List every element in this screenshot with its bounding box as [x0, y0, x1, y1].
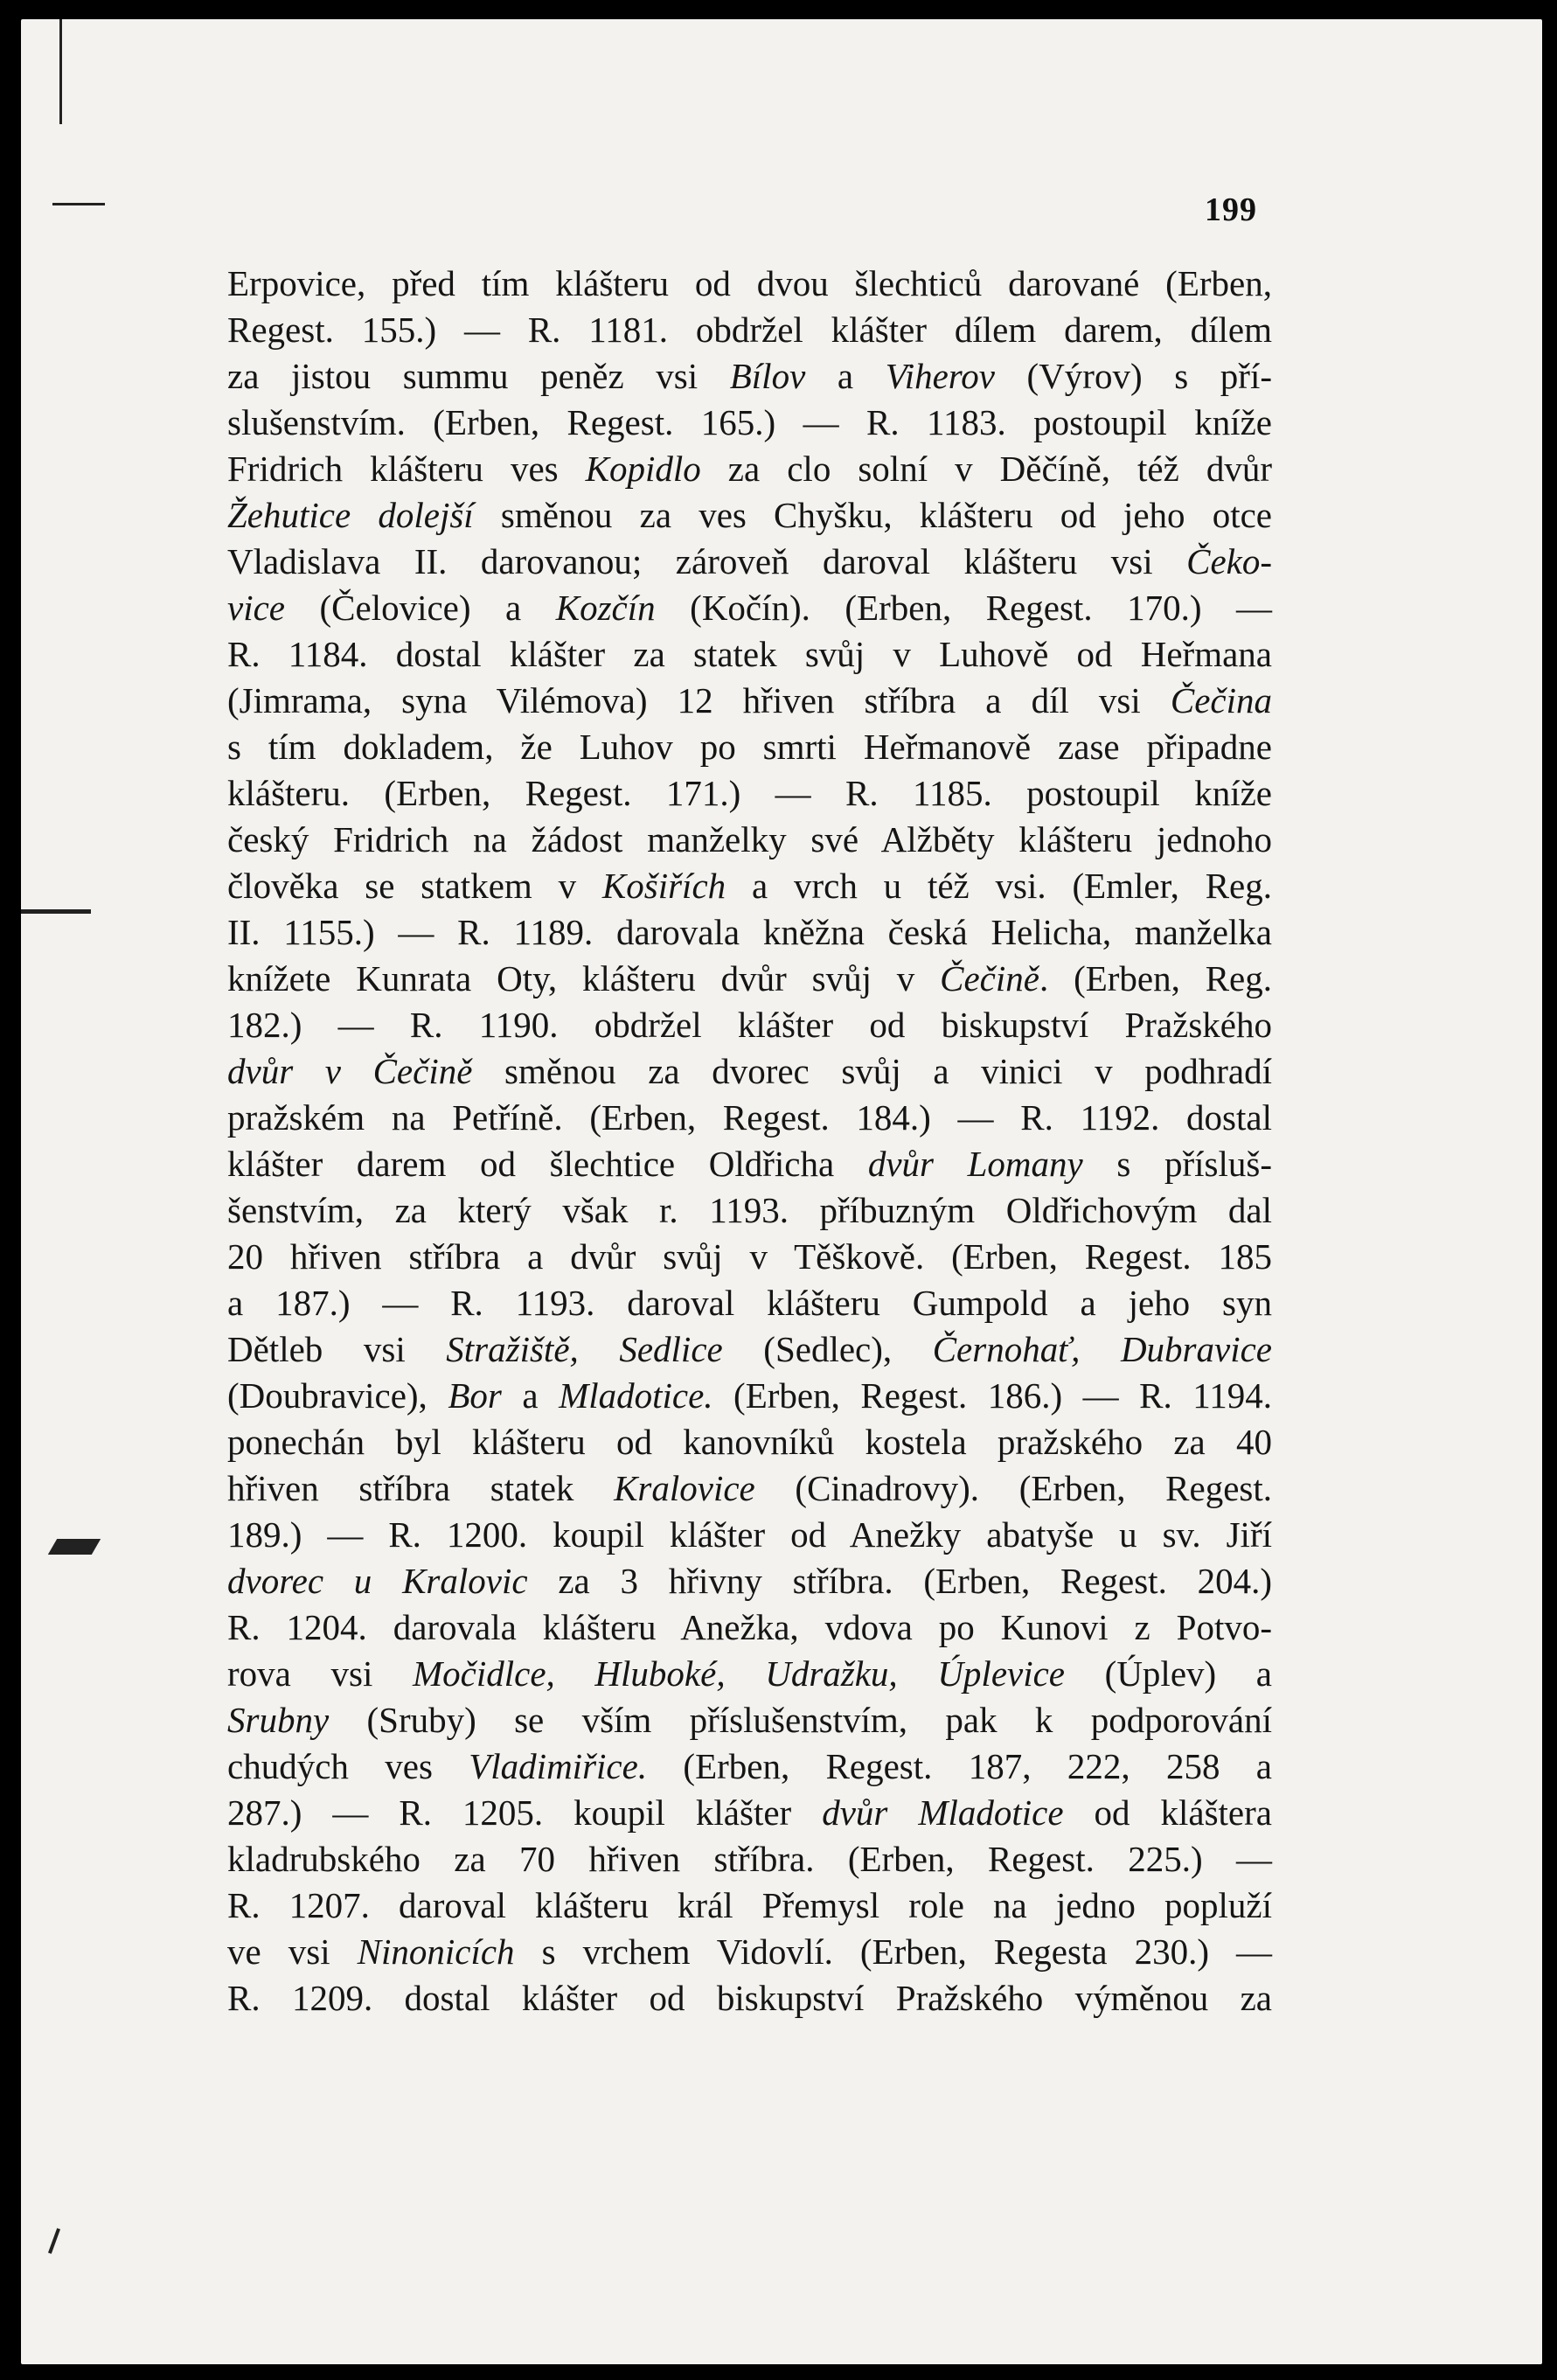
italic-place-name: Ninonicích	[357, 1931, 515, 1972]
text-line	[227, 1326, 1272, 1373]
text-line	[227, 446, 1272, 492]
text-line	[227, 1512, 1272, 1558]
text-line	[227, 724, 1272, 770]
text-line	[227, 400, 1272, 446]
text-line	[227, 1975, 1272, 2022]
text-segment: a	[805, 356, 886, 396]
text-line	[227, 1790, 1272, 1836]
text-line	[227, 1095, 1272, 1141]
text-segment: slušenstvím. (Erben, Regest. 165.) — R. 1183. postoupil kníže	[227, 402, 1272, 442]
text-line	[227, 353, 1272, 400]
text-line	[227, 909, 1272, 956]
italic-place-name: Čeko-	[1186, 541, 1272, 581]
italic-place-name: Žehutice dolejší	[227, 495, 474, 535]
text-segment: (Výrov) s pří-	[994, 356, 1272, 396]
text-line	[227, 1558, 1272, 1604]
text-segment: Vladislava II. darovanou; zároveň daroval klášteru vsi	[227, 541, 1187, 581]
text-segment: klášteru. (Erben, Regest. 171.) — R. 1185. postoupil kníže	[227, 773, 1272, 813]
text-segment: (Sruby) se vším příslušenstvím, pak k podporování	[329, 1700, 1272, 1740]
text-segment: rova vsi	[227, 1653, 413, 1694]
italic-place-name: Bílov	[729, 356, 806, 396]
text-segment: za jistou summu peněz vsi	[227, 356, 730, 396]
text-segment: směnou za dvorec svůj a vinici v podhradí	[472, 1051, 1272, 1091]
text-line	[227, 1882, 1272, 1929]
text-line	[227, 1048, 1272, 1095]
italic-place-name: dvůr Lomany	[867, 1144, 1083, 1184]
text-line	[227, 631, 1272, 678]
text-segment: hřiven stříbra statek	[227, 1468, 615, 1508]
text-line	[227, 956, 1272, 1002]
italic-place-name: vice	[227, 588, 285, 628]
text-segment: Dětleb vsi	[227, 1329, 447, 1369]
scan-mark-dash	[52, 203, 105, 205]
text-segment: s přísluš-	[1082, 1144, 1272, 1184]
italic-place-name: Vladimiřice.	[469, 1746, 648, 1786]
text-segment: R. 1207. daroval klášteru král Přemysl role na jedno popluží	[227, 1885, 1272, 1925]
text-segment: a vrch u též vsi. (Emler, Reg.	[726, 866, 1272, 906]
text-line	[227, 492, 1272, 539]
italic-place-name: Močidlce, Hluboké, Udražku, Úplevice	[413, 1653, 1066, 1694]
text-segment: R. 1184. dostal klášter za statek svůj v Luhově od Heřmana	[227, 634, 1272, 674]
text-segment: Fridrich klášteru ves	[227, 449, 586, 489]
text-segment: Regest. 155.) — R. 1181. obdržel klášter dílem darem, dílem	[227, 310, 1272, 350]
text-segment: od kláštera	[1063, 1792, 1272, 1833]
italic-place-name: Kopidlo	[585, 449, 701, 489]
scan-mark-tick	[21, 909, 91, 914]
scan-mark-top	[59, 19, 62, 124]
italic-place-name: Stražiště, Sedlice	[446, 1329, 723, 1369]
text-segment: (Erben, Regest. 187, 222, 258 a	[647, 1746, 1272, 1786]
text-segment: člověka se statkem v	[227, 866, 602, 906]
text-line	[227, 307, 1272, 353]
text-line	[227, 1234, 1272, 1280]
text-segment: český Fridrich na žádost manželky své Alžběty klášteru jednoho	[227, 819, 1272, 859]
text-line	[227, 585, 1272, 631]
text-line	[227, 1651, 1272, 1697]
text-segment: a	[501, 1375, 560, 1416]
italic-place-name: dvorec u Kralovic	[227, 1561, 528, 1601]
text-segment: (Cinadrovy). (Erben, Regest.	[754, 1468, 1272, 1508]
text-segment: Erpovice, před tím klášteru od dvou šlechticů darované (Erben,	[227, 263, 1272, 303]
text-line	[227, 539, 1272, 585]
text-line	[227, 1419, 1272, 1465]
text-segment: za clo solní v Děčíně, též dvůr	[700, 449, 1272, 489]
text-segment: 287.) — R. 1205. koupil klášter	[227, 1792, 823, 1833]
text-segment: . (Erben, Reg.	[1039, 958, 1272, 999]
text-line	[227, 1280, 1272, 1326]
text-line	[227, 1743, 1272, 1790]
italic-place-name: Kralovice	[614, 1468, 755, 1508]
text-segment: s tím dokladem, že Luhov po smrti Heřmanově zase připadne	[227, 727, 1272, 767]
text-line	[227, 817, 1272, 863]
text-segment: klášter darem od šlechtice Oldřicha	[227, 1144, 868, 1184]
text-segment: 20 hřiven stříbra a dvůr svůj v Těškově. (Erben, Regest. 185	[227, 1236, 1272, 1277]
text-segment: šenstvím, za který však r. 1193. příbuzným Oldřichovým dal	[227, 1190, 1272, 1230]
text-segment: chudých ves	[227, 1746, 469, 1786]
text-line	[227, 678, 1272, 724]
text-segment: (Čelovice) a	[284, 588, 556, 628]
text-line	[227, 1187, 1272, 1234]
text-segment: (Úplev) a	[1065, 1653, 1273, 1694]
text-line	[227, 1373, 1272, 1419]
italic-place-name: Čečině	[940, 958, 1039, 999]
text-segment: s vrchem Vidovlí. (Erben, Regesta 230.) —	[514, 1931, 1273, 1972]
text-line	[227, 1604, 1272, 1651]
text-line	[227, 261, 1272, 307]
text-segment: 189.) — R. 1200. koupil klášter od Anežky abatyše u sv. Jiří	[227, 1514, 1272, 1555]
text-line	[227, 1141, 1272, 1187]
italic-place-name: Srubny	[227, 1700, 330, 1740]
text-segment: (Doubravice),	[227, 1375, 448, 1416]
text-segment: R. 1204. darovala klášteru Anežka, vdova po Kunovi z Potvo-	[227, 1607, 1272, 1647]
text-segment: (Kočín). (Erben, Regest. 170.) —	[655, 588, 1273, 628]
text-segment: (Jimrama, syna Vilémova) 12 hřiven stříbra a díl vsi	[227, 680, 1171, 720]
text-segment: směnou za ves Chyšku, klášteru od jeho otce	[473, 495, 1272, 535]
body-text	[227, 261, 1272, 2022]
text-segment: knížete Kunrata Oty, klášteru dvůr svůj v	[227, 958, 941, 999]
italic-place-name: dvůr Mladotice	[822, 1792, 1064, 1833]
page-number: 199	[1205, 191, 1257, 228]
text-line	[227, 770, 1272, 817]
text-segment: II. 1155.) — R. 1189. darovala kněžna česká Helicha, manželka	[227, 912, 1272, 952]
text-segment: kladrubského za 70 hřiven stříbra. (Erben, Regest. 225.) —	[227, 1839, 1272, 1879]
text-segment: 182.) — R. 1190. obdržel klášter od biskupství Pražského	[227, 1005, 1272, 1045]
text-line	[227, 1465, 1272, 1512]
italic-place-name: Černohať, Dubravice	[932, 1329, 1272, 1369]
italic-place-name: Kozčín	[555, 588, 656, 628]
italic-place-name: Bor	[448, 1375, 502, 1416]
text-segment: a 187.) — R. 1193. daroval klášteru Gumpold a jeho syn	[227, 1283, 1272, 1323]
text-line	[227, 1929, 1272, 1975]
text-segment: ve vsi	[227, 1931, 358, 1972]
italic-place-name: Košiřích	[601, 866, 726, 906]
text-segment: (Erben, Regest. 186.) — R. 1194.	[712, 1375, 1272, 1416]
italic-place-name: Viherov	[885, 356, 995, 396]
text-segment: pražském na Petříně. (Erben, Regest. 184.) — R. 1192. dostal	[227, 1097, 1272, 1138]
text-segment: (Sedlec),	[722, 1329, 933, 1369]
text-line	[227, 1002, 1272, 1048]
text-segment: ponechán byl klášteru od kanovníků kostela pražského za 40	[227, 1422, 1272, 1462]
text-line	[227, 1836, 1272, 1882]
italic-place-name: Mladotice.	[559, 1375, 713, 1416]
text-segment: za 3 hřivny stříbra. (Erben, Regest. 204.)	[527, 1561, 1272, 1601]
italic-place-name: Čečina	[1170, 680, 1272, 720]
text-segment: R. 1209. dostal klášter od biskupství Pražského výměnou za	[227, 1978, 1272, 2018]
text-line	[227, 1697, 1272, 1743]
scan-mark-triangle	[48, 1539, 101, 1555]
italic-place-name: dvůr v Čečině	[227, 1051, 473, 1091]
text-line	[227, 863, 1272, 909]
